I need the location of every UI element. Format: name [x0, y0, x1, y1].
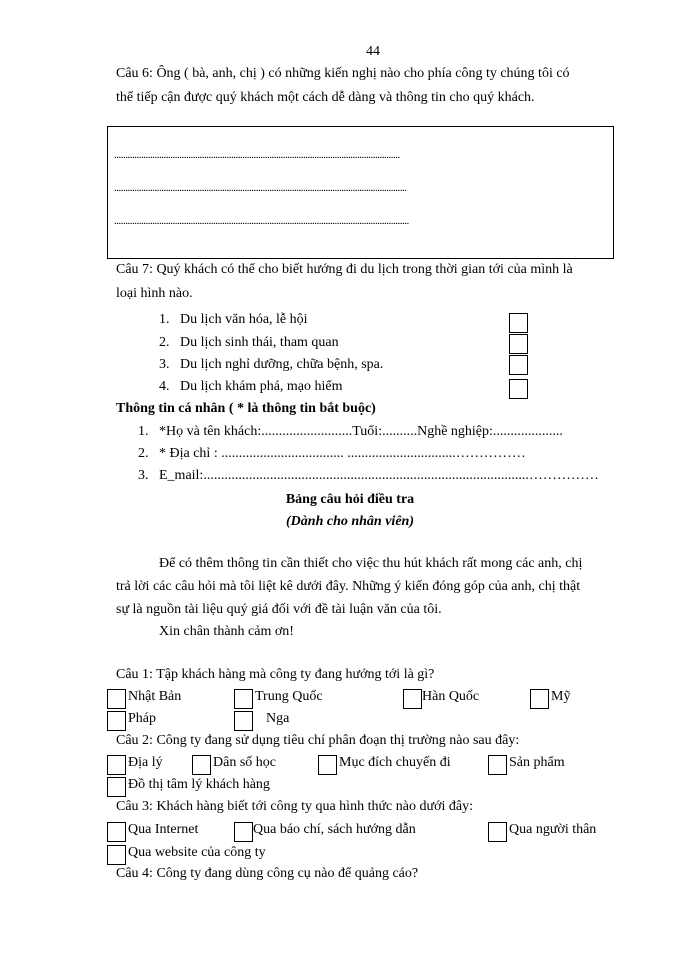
page-number: 44	[366, 44, 380, 59]
q3-option-internet: Qua Internet	[128, 822, 199, 837]
q1-checkbox-korea[interactable]	[403, 689, 422, 709]
q6-answer-line-1: ...............................................................................................................................	[114, 149, 400, 161]
q1-checkbox-japan[interactable]	[107, 689, 126, 709]
q1-option-china: Trung Quốc	[255, 689, 323, 704]
personal-field-address[interactable]: * Địa chỉ : ................................... ...............................……………	[159, 446, 526, 461]
q3-checkbox-relatives[interactable]	[488, 822, 507, 842]
q2-checkbox-demographics[interactable]	[192, 755, 211, 775]
q7-option-1-num: 1.	[159, 312, 170, 327]
q7-option-2-num: 2.	[159, 335, 170, 350]
personal-field-email[interactable]: E_mail:.............................................................................................……………	[159, 468, 599, 483]
q7-option-4-label: Du lịch khám phá, mạo hiểm	[180, 379, 343, 394]
q6-answer-box[interactable]	[107, 126, 614, 259]
survey-title: Bảng câu hỏi điều tra	[285, 492, 415, 507]
q7-option-3-num: 3.	[159, 357, 170, 372]
q1-option-russia: Nga	[266, 711, 290, 726]
q7-line-2: loại hình nào.	[116, 286, 193, 301]
q2-option-geography: Địa lý	[128, 755, 163, 770]
q7-checkbox-4[interactable]	[509, 379, 528, 399]
survey-subtitle: (Dành cho nhân viên)	[286, 514, 414, 529]
survey-q1-text: Câu 1: Tập khách hàng mà công ty đang hướng tới là gì?	[116, 667, 435, 682]
q6-line-1: Câu 6: Ông ( bà, anh, chị ) có những kiến nghị nào cho phía công ty chúng tôi có	[116, 66, 570, 81]
q1-option-japan: Nhật Bản	[128, 689, 182, 704]
personal-field-3-num: 3.	[138, 468, 149, 483]
q3-option-relatives: Qua người thân	[509, 822, 597, 837]
q2-option-product: Sản phẩm	[509, 755, 565, 770]
survey-thanks: Xin chân thành cảm ơn!	[159, 624, 294, 639]
survey-intro-line-2: trả lời các câu hỏi mà tôi liệt kê dưới đây. Những ý kiến đóng góp của anh, chị thật	[116, 579, 581, 594]
q1-option-usa: Mỹ	[551, 689, 571, 704]
q1-checkbox-russia[interactable]	[234, 711, 253, 731]
q7-checkbox-3[interactable]	[509, 355, 528, 375]
survey-q4-text: Câu 4: Công ty đang dùng công cụ nào để quảng cáo?	[116, 866, 419, 881]
q1-checkbox-china[interactable]	[234, 689, 253, 709]
q7-checkbox-2[interactable]	[509, 334, 528, 354]
q6-answer-line-3: ...................................................................................................................................	[114, 215, 409, 227]
personal-info-heading: Thông tin cá nhân ( * là thông tin bắt buộc)	[116, 401, 376, 416]
survey-q3-text: Câu 3: Khách hàng biết tới công ty qua hình thức nào dưới đây:	[116, 799, 473, 814]
q1-checkbox-usa[interactable]	[530, 689, 549, 709]
survey-q2-text: Câu 2: Công ty đang sử dụng tiêu chí phân đoạn thị trường nào sau đây:	[116, 733, 520, 748]
personal-field-1-num: 1.	[138, 424, 149, 439]
survey-intro-line-1: Để có thêm thông tin cần thiết cho việc thu hút khách rất mong các anh, chị	[159, 556, 583, 571]
q3-checkbox-website[interactable]	[107, 845, 126, 865]
q7-option-4-num: 4.	[159, 379, 170, 394]
q7-line-1: Câu 7: Quý khách có thể cho biết hướng đi du lịch trong thời gian tới của mình là	[116, 262, 573, 277]
q2-checkbox-psychographics[interactable]	[107, 777, 126, 797]
q6-line-2: thể tiếp cận được quý khách một cách dễ dàng và thông tin cho quý khách.	[116, 90, 535, 105]
personal-field-2-num: 2.	[138, 446, 149, 461]
q6-answer-line-2: ..................................................................................................................................	[114, 182, 407, 194]
q7-option-2-label: Du lịch sinh thái, tham quan	[180, 335, 339, 350]
q2-option-demographics: Dân số học	[213, 755, 276, 770]
q2-checkbox-trip-purpose[interactable]	[318, 755, 337, 775]
personal-field-name-age-job[interactable]: *Họ và tên khách:..........................Tuổi:..........Nghề nghiệp:....................	[159, 424, 563, 439]
survey-intro-line-3: sự là nguồn tài liệu quý giá đối với đề tài luận văn của tôi.	[116, 602, 442, 617]
q2-checkbox-geography[interactable]	[107, 755, 126, 775]
q2-option-trip-purpose: Mục đích chuyến đi	[339, 755, 451, 770]
q3-checkbox-press[interactable]	[234, 822, 253, 842]
q2-option-psychographics: Đồ thị tâm lý khách hàng	[128, 777, 270, 792]
q3-option-website: Qua website của công ty	[128, 845, 266, 860]
q1-option-korea: Hàn Quốc	[422, 689, 480, 704]
q3-option-press: Qua báo chí, sách hướng dẫn	[253, 822, 416, 837]
q3-checkbox-internet[interactable]	[107, 822, 126, 842]
q7-option-3-label: Du lịch nghỉ dưỡng, chữa bệnh, spa.	[180, 357, 384, 372]
q2-checkbox-product[interactable]	[488, 755, 507, 775]
q1-option-france: Pháp	[128, 711, 156, 726]
q1-checkbox-france[interactable]	[107, 711, 126, 731]
q7-checkbox-1[interactable]	[509, 313, 528, 333]
q7-option-1-label: Du lịch văn hóa, lễ hội	[180, 312, 308, 327]
